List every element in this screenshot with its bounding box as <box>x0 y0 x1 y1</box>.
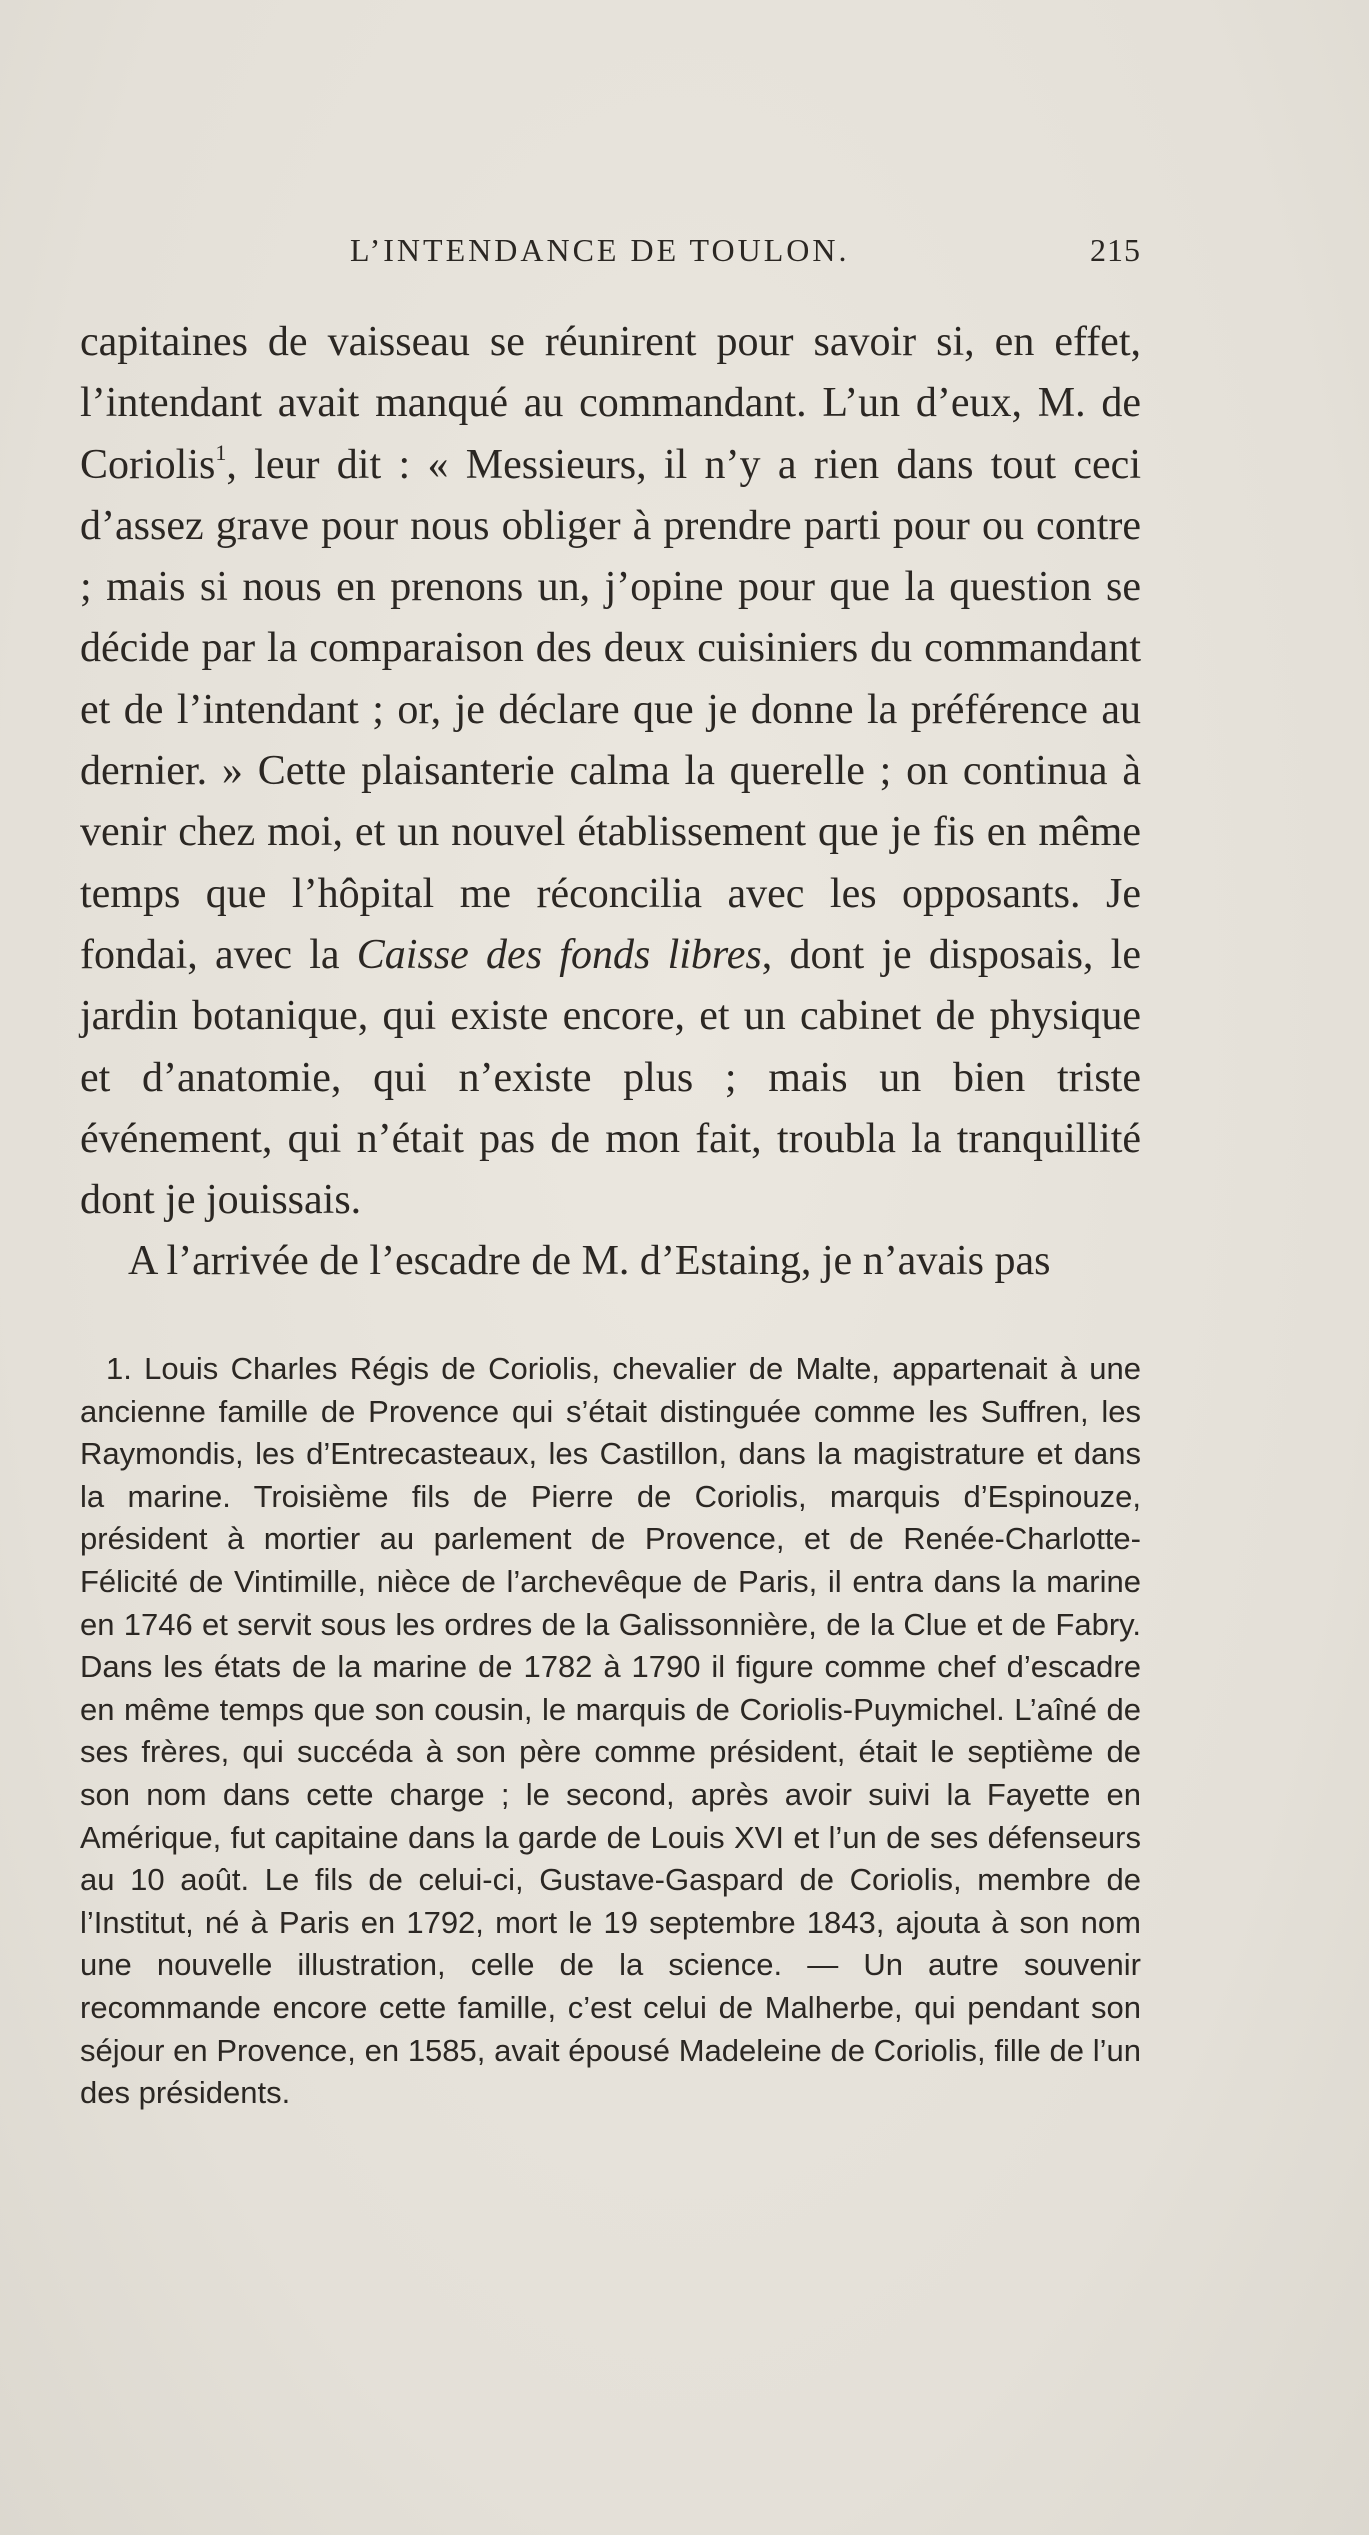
italic-term: Caisse des fonds libres <box>356 931 762 978</box>
paragraph-text: , leur dit : « Messieurs, il n’y a rien dans tout ceci d’assez grave pour nous obliger à prendre parti pour ou contre ; mais si nous en prenons un, j’opine pour que la question se décide par la comparaison des deux cuisiniers du commandant et de l’intendant ; or, je déclare que je donne la préférence au dernier. » Cette plaisanterie calma la querelle ; on continua à venir chez moi, et un nouvel établissement que je fis en même temps que l’hôpital me réconcilia avec les opposants. Je fondai, avec la <box>80 441 1141 978</box>
running-head <box>80 232 1141 282</box>
paragraph-text: capitaines de vaisseau se réunirent pour savoir si, en effet, l’intendant avait manqué au commandant. L’un d’eux, M. de Coriolis <box>80 319 1141 488</box>
page-number: 215 <box>1090 232 1141 268</box>
footnote-marker: 1 <box>215 439 227 465</box>
footnote-text: 1. Louis Charles Régis de Coriolis, chevalier de Malte, appartenait à une ancienne famille de Provence qui s’était distinguée comme les Suffren, les Raymondis, les d’Entrecasteaux, les Castillon, dans la magistrature et dans la marine. Troisième fils de Pierre de Coriolis, marquis d’Espinouze, président à mortier au parlement de Provence, et de Renée-Charlotte-Félicité de Vintimille, nièce de l’archevêque de Paris, il entra dans la marine en 1746 et servit sous les ordres de la Galissonnière, de la Clue et de Fabry. Dans les états de la marine de 1782 à 1790 il figure comme chef d’escadre en même temps que son cousin, le marquis de Coriolis-Puymichel. L’aîné de ses frères, qui succéda à son père comme président, était le septième de son nom dans cette charge ; le second, après avoir suivi la Fayette en Amérique, fut capitaine dans la garde de Louis XVI et l’un de ses défenseurs au 10 août. Le fils de celui-ci, Gustave-Gaspard de Coriolis, membre de l’Institut, né à Paris en 1792, mort le 19 septembre 1843, ajouta à son nom une nouvelle illustration, celle de la science. — Un autre souvenir recommande encore cette famille, c’est celui de Malherbe, qui pendant son séjour en Provence, en 1585, avait épousé Madeleine de Coriolis, fille de l’un des présidents. <box>80 1351 1141 2111</box>
paragraph <box>80 312 1141 1231</box>
paragraph-text: , dont je disposais, le jardin botanique, qui existe encore, et un cabinet de physique et d’anatomie, qui n’existe plus ; mais un bien triste événement, qui n’était pas de mon fait, troubla la tranquillité dont je jouissais. <box>80 931 1141 1224</box>
footnote <box>80 1348 1141 2115</box>
running-head-title: L’INTENDANCE DE TOULON. <box>350 232 850 268</box>
main-text <box>80 312 1141 1293</box>
paragraph: A l’arrivée de l’escadre de M. d’Estaing, je n’avais pas <box>128 1238 1051 1285</box>
